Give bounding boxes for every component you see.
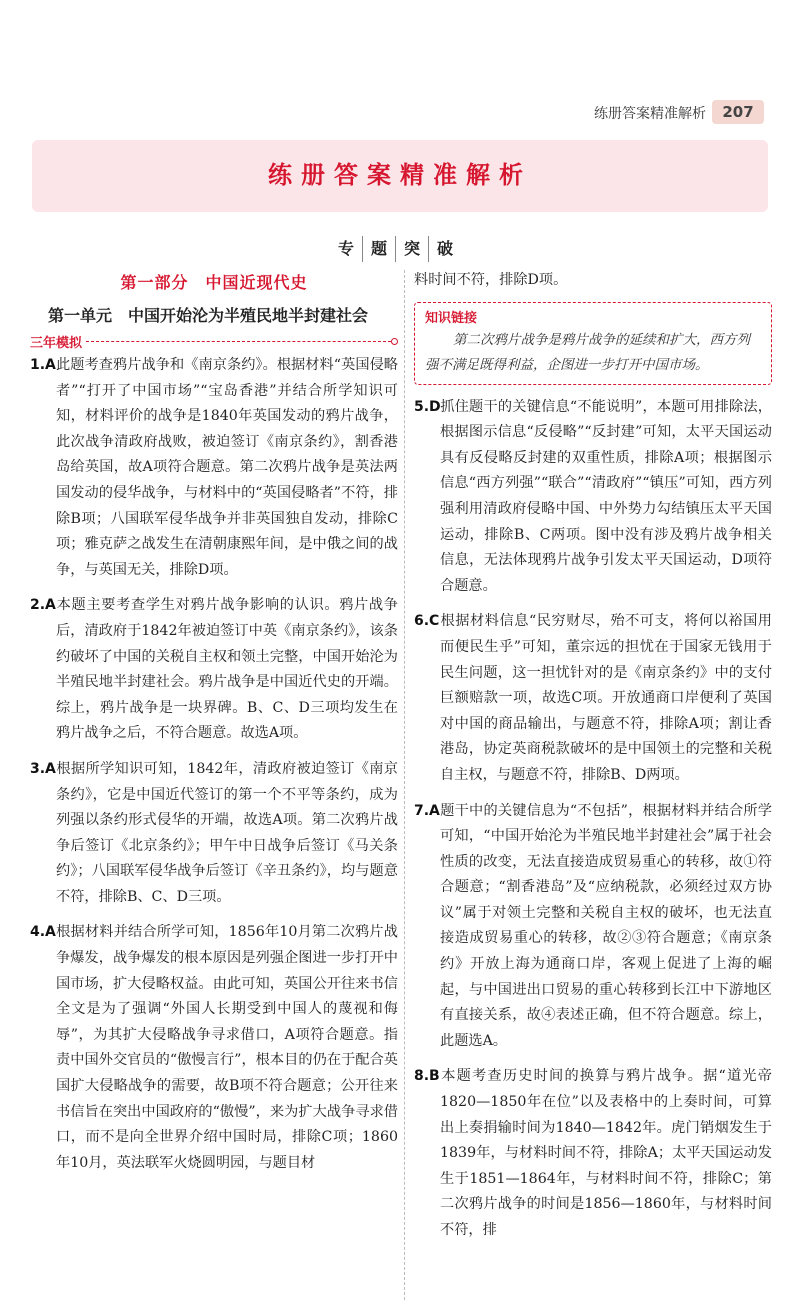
unit-title: 第一单元 中国开始沦为半殖民地半封建社会 xyxy=(48,306,369,325)
knowledge-box-text: 第二次鸦片战争是鸦片战争的延续和扩大，西方列强不满足既得利益，企图进一步打开中国市场。 xyxy=(425,331,750,373)
answer-number: 3.A xyxy=(30,760,56,777)
subhead xyxy=(30,332,398,351)
answer-item xyxy=(30,757,398,911)
section-char: 破 xyxy=(429,236,461,262)
column-divider xyxy=(404,270,405,1300)
section-char: 题 xyxy=(363,236,396,262)
section-char: 专 xyxy=(330,236,363,262)
answer-number: 4.A xyxy=(30,924,56,941)
answer-item xyxy=(414,395,772,600)
continued-text: 料时间不符，排除D项。 xyxy=(414,272,568,288)
subhead-rule xyxy=(86,341,391,342)
answer-number: 1.A xyxy=(30,357,56,373)
answer-text: 抓住题干的关键信息“不能说明”，本题可用排除法，根据图示信息“反侵略”“反封建”可知，太平天国运动具有反侵略反封建的双重性质，排除A项；根据图示信息“西方列强”“联合”“清政府”“镇压”可知，西方列强利用清政府侵略中国、中外势力勾结镇压太平天国运动，排除B、C两项。图中没有涉及鸦片战争相关信息，无法体现鸦片战争引发太平天国运动，D项符合题意。 xyxy=(440,398,772,594)
answer-number: 2.A xyxy=(30,597,56,614)
answer-number: 5.D xyxy=(414,398,441,415)
answer-item xyxy=(30,353,398,583)
part-title: 第一部分 中国近现代史 xyxy=(120,273,308,292)
answer-text: 本题主要考查学生对鸦片战争影响的认识。鸦片战争后，清政府于1842年被迫签订中英《南京条约》，该条约破坏了中国的关税自主权和领土完整，中国开始沦为半殖民地半封建社会。鸦片战争是中国近代史的开端。综上，鸦片战争是一块界碑。B、C、D三项均发生在鸦片战争之后，不符合题意。故选A项。 xyxy=(56,597,398,742)
answer-text: 根据材料信息“民穷财尽，殆不可支，将何以裕国用而便民生乎”可知，董宗远的担忧在于国家无钱用于民生问题，这一担忧针对的是《南京条约》中的支付巨额赔款一项，故选C项。开放通商口岸便利了英国对中国的商品输出，与题意不符，排除A项；割让香港岛，协定英商税款破坏的是中国领土的完整和关税自主权，与题意不符，排除B、D两项。 xyxy=(440,613,772,783)
answer-text: 根据所学知识可知，1842年，清政府被迫签订《南京条约》，它是中国近代签订的第一个不平等条约，成为列强以条约形式侵华的开端，故选A项。第二次鸦片战争后签订《北京条约》；甲午中日战争后签订《马关条约》；八国联军侵华战争后签订《辛丑条约》，均与题意不符，排除B、C、D三项。 xyxy=(56,760,398,905)
knowledge-box xyxy=(414,302,772,385)
left-column xyxy=(30,270,398,1176)
knowledge-box-title: 知识链接 xyxy=(425,310,478,326)
right-column xyxy=(414,268,772,1244)
answer-text: 题干中的关键信息为“不包括”，根据材料并结合所学可知，“中国开始沦为半殖民地半封建社会”属于社会性质的改变，无法直接造成贸易重心的转移，故①符合题意；“割香港岛”及“应纳税款，必须经过双方协议”属于对领土完整和关税自主权的破坏，也无法直接造成贸易重心的转移，故②③符合题意；《南京条约》开放上海为通商口岸，客观上促进了上海的崛起，与中国进出口贸易的重心转移到长江中下游地区有直接关系，故④表述正确，但不符合题意。综上，此题选A。 xyxy=(440,802,772,1049)
page-number: 207 xyxy=(712,100,764,124)
subhead-dot-icon xyxy=(391,338,398,345)
section-char: 突 xyxy=(396,236,429,262)
banner-title: 练册答案精准解析 xyxy=(268,161,532,189)
answer-text: 根据材料并结合所学可知，1856年10月第二次鸦片战争爆发，战争爆发的根本原因是列强企图进一步打开中国市场，扩大侵略权益。由此可知，英国公开往来书信全文是为了强调“外国人长期受到中国人的蔑视和侮辱”，为其扩大侵略战争寻求借口，A项符合题意。指责中国外交官员的“傲慢言行”，根本目的仍在于配合英国扩大侵略战争的需要，故B项不符合题意；公开往来书信旨在突出中国政府的“傲慢”，来为扩大战争寻求借口，而不是向全世界介绍中国时局，排除C项；1860年10月，英法联军火烧圆明园，与题目材 xyxy=(56,924,398,1171)
answer-text: 本题考查历史时间的换算与鸦片战争。据“道光帝1820—1850年在位”以及表格中的上奏时间，可算出上奏捐输时间为1840—1842年。虎门销烟发生于1839年，与材料时间不符，排除A；太平天国运动发生于1851—1864年，与材料时间不符，排除C；第二次鸦片战争的时间是1856—1860年，与材料时间不符，排 xyxy=(440,1068,772,1238)
answer-item xyxy=(414,609,772,788)
answer-number: 8.B xyxy=(414,1068,440,1085)
answer-text: 此题考查鸦片战争和《南京条约》。根据材料“英国侵略者”“打开了中国市场”“宝岛香港”并结合所学知识可知，材料评价的战争是1840年英国发动的鸦片战争，此次战争清政府战败，被迫签订《南京条约》，割香港岛给英国，故A项符合题意。第二次鸦片战争是英法两国发动的侵华战争，与材料中的“英国侵略者”不符，排除B项；八国联军侵华战争并非英国独自发动，排除C项；雅克萨之战发生在清朝康熙年间，是中俄之间的战争，与英国无关，排除D项。 xyxy=(56,357,398,578)
section-heading xyxy=(330,236,461,262)
running-header: 练册答案精准解析 xyxy=(594,106,706,122)
answer-item xyxy=(414,1064,772,1243)
answer-number: 7.A xyxy=(414,802,440,819)
answer-number: 6.C xyxy=(414,613,440,630)
answer-item xyxy=(414,799,772,1055)
answer-item xyxy=(30,593,398,747)
subhead-label: 三年模拟 xyxy=(30,336,83,351)
answer-item xyxy=(30,920,398,1176)
